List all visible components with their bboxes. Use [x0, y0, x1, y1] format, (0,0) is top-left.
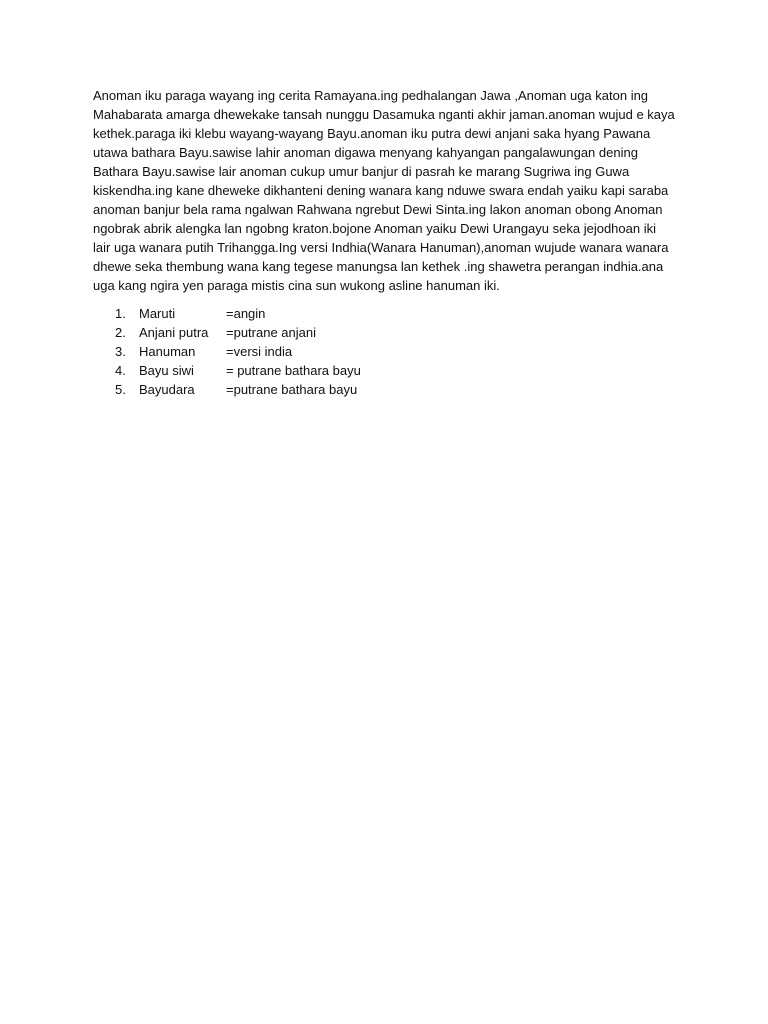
list-term: Bayu siwi — [139, 363, 194, 378]
list-definition: =putrane bathara bayu — [226, 382, 358, 397]
paragraph-line: uga kang ngira yen paraga mistis cina sun wukong asline hanuman iki. — [93, 278, 500, 293]
list-item — [93, 380, 493, 399]
list-number: 4. — [115, 363, 126, 378]
list-number: 1. — [115, 306, 126, 321]
body-paragraph — [93, 86, 683, 295]
name-list — [93, 304, 493, 399]
paragraph-line: kethek.paraga iki klebu wayang-wayang Bayu.anoman iku putra dewi anjani saka hyang Pawana — [93, 126, 651, 141]
list-definition: =versi india — [226, 344, 293, 359]
paragraph-line: ngobrak abrik alengka lan ngobng kraton.bojone Anoman yaiku Dewi Urangayu seka jejodhoan iki — [93, 221, 656, 236]
list-number: 2. — [115, 325, 126, 340]
list-number: 3. — [115, 344, 126, 359]
list-item — [93, 342, 493, 361]
list-term: Bayudara — [139, 382, 195, 397]
list-definition: =angin — [226, 306, 266, 321]
list-definition: =putrane anjani — [226, 325, 316, 340]
list-number: 5. — [115, 382, 126, 397]
list-definition: = putrane bathara bayu — [226, 363, 361, 378]
paragraph-line: Anoman iku paraga wayang ing cerita Ramayana.ing pedhalangan Jawa ,Anoman uga katon ing — [93, 88, 649, 103]
paragraph-line: dhewe seka thembung wana kang tegese manungsa lan kethek .ing shawetra perangan indhia.ana — [93, 259, 664, 274]
paragraph-line: Bathara Bayu.sawise lair anoman cukup umur banjur di pasrah ke marang Sugriwa ing Guwa — [93, 164, 630, 179]
paragraph-line: Mahabarata amarga dhewekake tansah nunggu Dasamuka nganti akhir jaman.anoman wujud e kaya — [93, 107, 675, 122]
list-term: Maruti — [139, 306, 176, 321]
list-item — [93, 323, 493, 342]
paragraph-line: lair uga wanara putih Trihangga.Ing versi Indhia(Wanara Hanuman),anoman wujude wanara wanara — [93, 240, 669, 255]
paragraph-line: utawa bathara Bayu.sawise lahir anoman digawa menyang kahyangan pangalawungan dening — [93, 145, 638, 160]
list-item — [93, 304, 493, 323]
list-term: Anjani putra — [139, 325, 209, 340]
list-item — [93, 361, 493, 380]
list-term: Hanuman — [139, 344, 196, 359]
paragraph-line: anoman banjur bela rama ngalwan Rahwana ngrebut Dewi Sinta.ing lakon anoman obong Anoman — [93, 202, 663, 217]
paragraph-line: kiskendha.ing kane dheweke dikhanteni dening wanara kang nduwe swara endah yaiku kapi saraba — [93, 183, 669, 198]
